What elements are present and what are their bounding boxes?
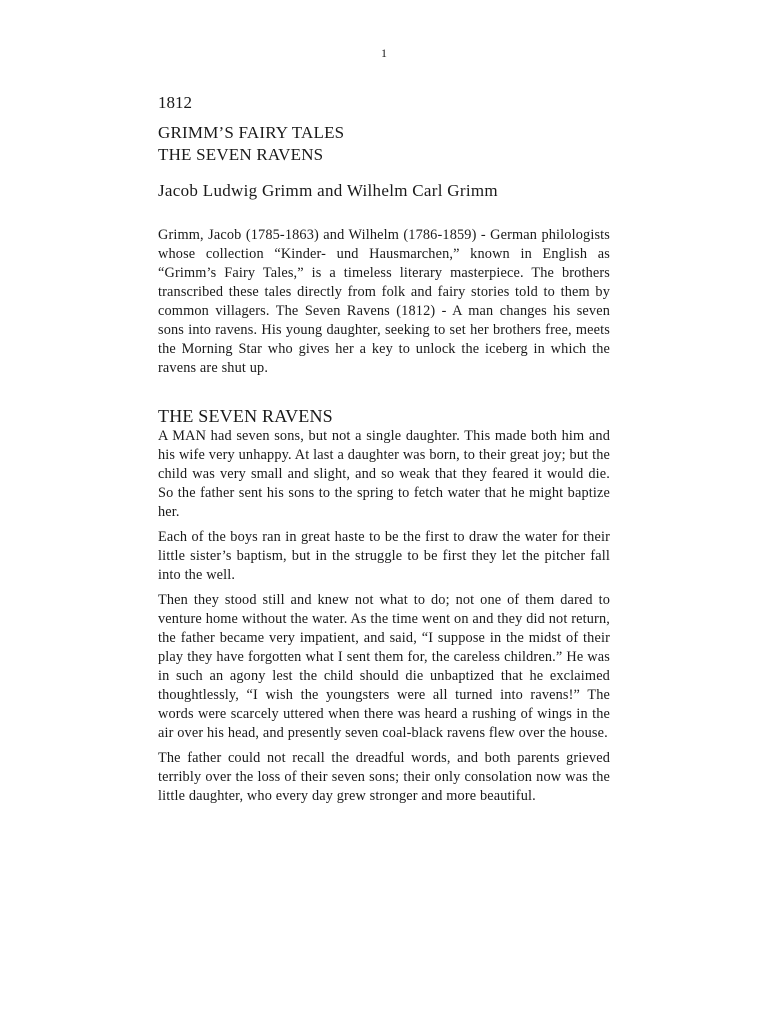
page-number: 1 <box>381 46 387 60</box>
story-paragraph: Each of the boys ran in great haste to be the first to draw the water for their little sister’s baptism, but in the struggle to be first they let the pitcher fall into the well. <box>158 529 610 583</box>
story-paragraph: A MAN had seven sons, but not a single daughter. This made both him and his wife very unhappy. At last a daughter was born, to their great joy; but the child was very small and slight, and so weak that they feared it would die. So the father sent his sons to the spring to fetch water that he might baptize her. <box>158 428 610 520</box>
document-title <box>158 122 610 166</box>
section-heading: THE SEVEN RAVENS <box>158 406 333 426</box>
story-paragraph: Then they stood still and knew not what to do; not one of them dared to venture home without the water. As the time went on and they did not return, the father became very impatient, and said, “I suppose in the midst of their play they have forgotten what I sent them for, the careless children.” He was in such an agony lest the child should die unbaptized that he exclaimed thoughtlessly, “I wish the youngsters were all turned into ravens!” The words were scarcely uttered when there was heard a rushing of wings in the air over his head, and presently seven coal-black ravens flew over the house. <box>158 592 610 741</box>
title-line: GRIMM’S FAIRY TALES <box>158 123 345 142</box>
story-paragraph: The father could not recall the dreadful words, and both parents grieved terribly over the loss of their seven sons; their only consolation now was the little daughter, who every day grew stronger and more beautiful. <box>158 750 610 804</box>
intro-paragraph: Grimm, Jacob (1785-1863) and Wilhelm (1786-1859) - German philologists whose collection “Kinder- und Hausmarchen,” known in English as “Grimm’s Fairy Tales,” is a timeless literary masterpiece. The brothers transcribed these tales directly from folk and fairy stories told to them by common villagers. The Seven Ravens (1812) - A man changes his seven sons into ravens. His young daughter, seeking to set her brothers free, meets the Morning Star who gives her a key to unlock the iceberg in which the ravens are shut up. <box>158 227 610 376</box>
story-body <box>158 427 610 806</box>
authors: Jacob Ludwig Grimm and Wilhelm Carl Grimm <box>158 181 498 200</box>
title-line: THE SEVEN RAVENS <box>158 145 324 164</box>
publication-year: 1812 <box>158 93 192 112</box>
page-content <box>158 92 610 812</box>
